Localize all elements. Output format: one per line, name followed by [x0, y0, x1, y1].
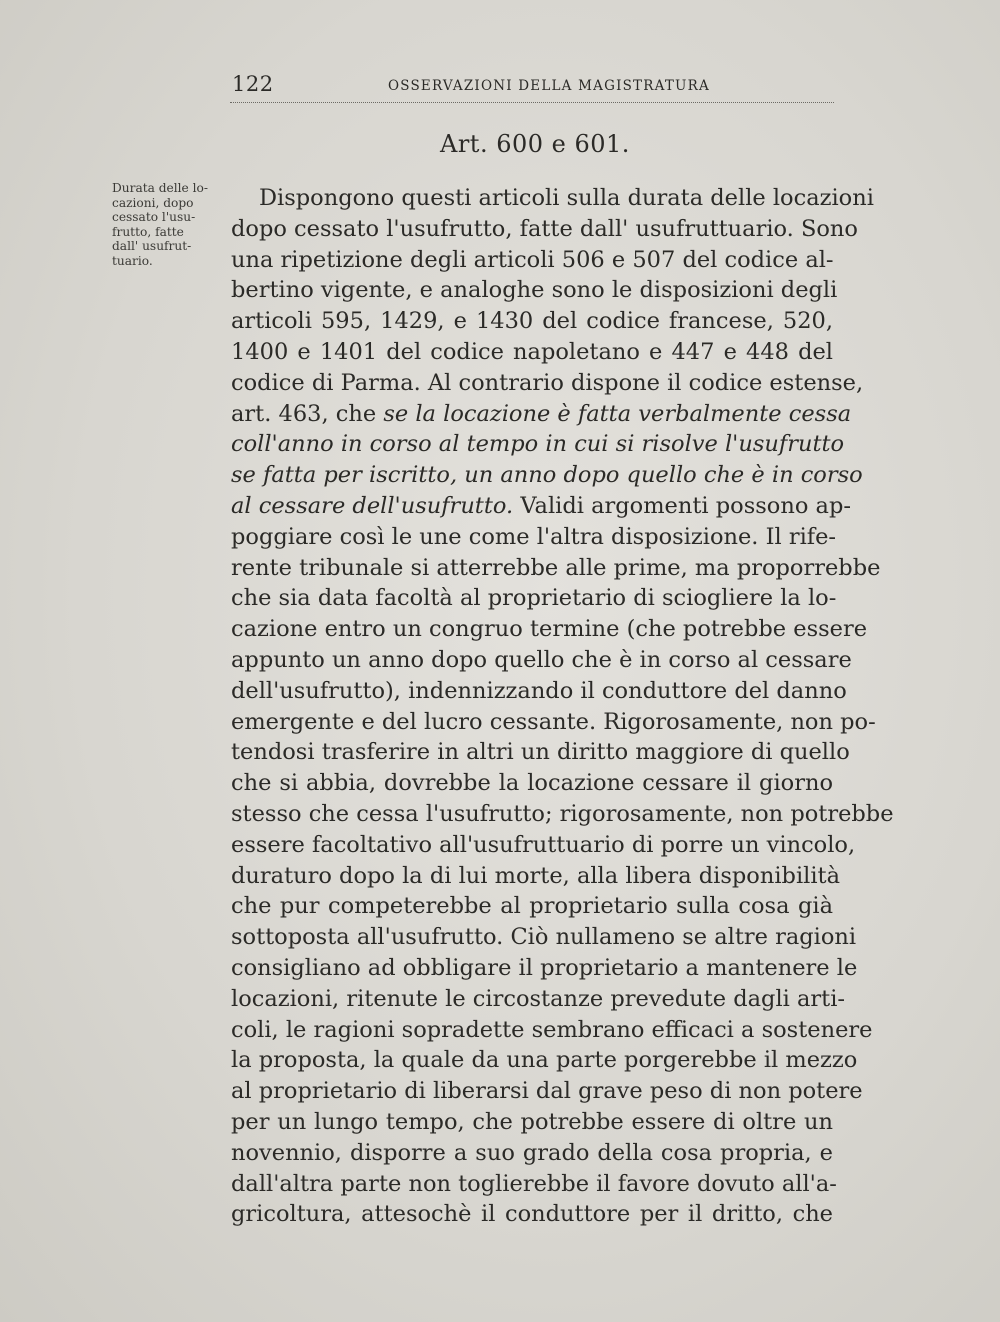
text-line: che sia data facoltà al proprietario di sciogliere la lo-: [231, 585, 837, 612]
italic-quote: al cessare dell'usufrutto.: [231, 492, 514, 519]
text-line: dopo cessato l'usufrutto, fatte dall' usufruttuario. Sono: [231, 215, 858, 242]
text-line: cazione entro un congruo termine (che potrebbe essere: [231, 616, 868, 643]
text-line: [231, 491, 851, 522]
text-line: tendosi trasferire in altri un diritto maggiore di quello: [231, 739, 850, 766]
text-line: gricoltura, attesochè il conduttore per il dritto, che: [231, 1201, 833, 1228]
margin-note-line: cessato l'usu-: [112, 210, 196, 224]
text-line: che pur competerebbe al proprietario sulla cosa già: [231, 893, 833, 920]
text-line: sottoposta all'usufrutto. Ciò nullameno se altre ragioni: [231, 924, 857, 951]
text-line: novennio, disporre a suo grado della cosa propria, e: [231, 1139, 833, 1166]
running-header: [230, 72, 834, 103]
margin-note-line: Durata delle lo-: [112, 181, 209, 195]
text-line: poggiare così le une come l'altra disposizione. Il rife-: [231, 523, 837, 550]
text-line: bertino vigente, e analoghe sono le disposizioni degli: [231, 277, 838, 304]
text-line: locazioni, ritenute le circostanze prevedute dagli arti-: [231, 985, 846, 1012]
text-line: duraturo dopo la di lui morte, alla libera disponibilità: [231, 862, 840, 889]
margin-note: [112, 181, 222, 268]
text-line: la proposta, la quale da una parte porgerebbe il mezzo: [231, 1047, 858, 1074]
text-line: stesso che cessa l'usufrutto; rigorosamente, non potrebbe: [231, 800, 894, 827]
text-segment: art. 463, che: [231, 400, 377, 427]
text-line: 1400 e 1401 del codice napoletano e 447 e 448 del: [231, 338, 833, 365]
article-heading: Art. 600 e 601.: [440, 130, 630, 158]
margin-note-line: dall' usufrut-: [112, 239, 192, 253]
body-paragraph: [231, 183, 894, 1230]
text-line: che si abbia, dovrebbe la locazione cessare il giorno: [231, 770, 833, 797]
text-line: rente tribunale si atterrebbe alle prime, ma proporrebbe: [231, 554, 881, 581]
text-line: dell'usufrutto), indennizzando il conduttore del danno: [231, 677, 847, 704]
text-line: emergente e del lucro cessante. Rigorosamente, non po-: [231, 708, 876, 735]
text-line: per un lungo tempo, che potrebbe essere di oltre un: [231, 1108, 833, 1135]
margin-note-line: frutto, fatte: [112, 224, 184, 239]
margin-note-line: tuario.: [112, 253, 153, 268]
text-line: Dispongono questi articoli sulla durata delle locazioni: [259, 185, 874, 211]
text-line: [231, 399, 852, 430]
text-line: articoli 595, 1429, e 1430 del codice francese, 520,: [231, 308, 833, 335]
text-line: essere facoltativo all'usufruttuario di porre un vincolo,: [231, 831, 856, 858]
text-segment: Validi argomenti possono ap-: [520, 492, 851, 519]
text-line: una ripetizione degli articoli 506 e 507 del codice al-: [231, 246, 834, 273]
italic-quote-line: se fatta per iscritto, un anno dopo quello che è in corso: [231, 462, 863, 489]
text-line: dall'altra parte non toglierebbe il favore dovuto all'a-: [231, 1170, 837, 1197]
margin-note-line: cazioni, dopo: [112, 195, 194, 210]
text-line: consigliano ad obbligare il proprietario a mantenere le: [231, 954, 858, 981]
text-line: appunto un anno dopo quello che è in corso al cessare: [231, 646, 852, 673]
italic-quote-line: coll'anno in corso al tempo in cui si risolve l'usufrutto: [231, 431, 845, 458]
page-number: 122: [232, 72, 274, 96]
text-line: al proprietario di liberarsi dal grave peso di non potere: [231, 1078, 863, 1105]
italic-quote: se la locazione è fatta verbalmente cessa: [383, 400, 852, 427]
running-title: OSSERVAZIONI DELLA MAGISTRATURA: [388, 78, 710, 94]
text-line: codice di Parma. Al contrario dispone il codice estense,: [231, 369, 864, 396]
text-line: coli, le ragioni sopradette sembrano efficaci a sostenere: [231, 1016, 873, 1043]
